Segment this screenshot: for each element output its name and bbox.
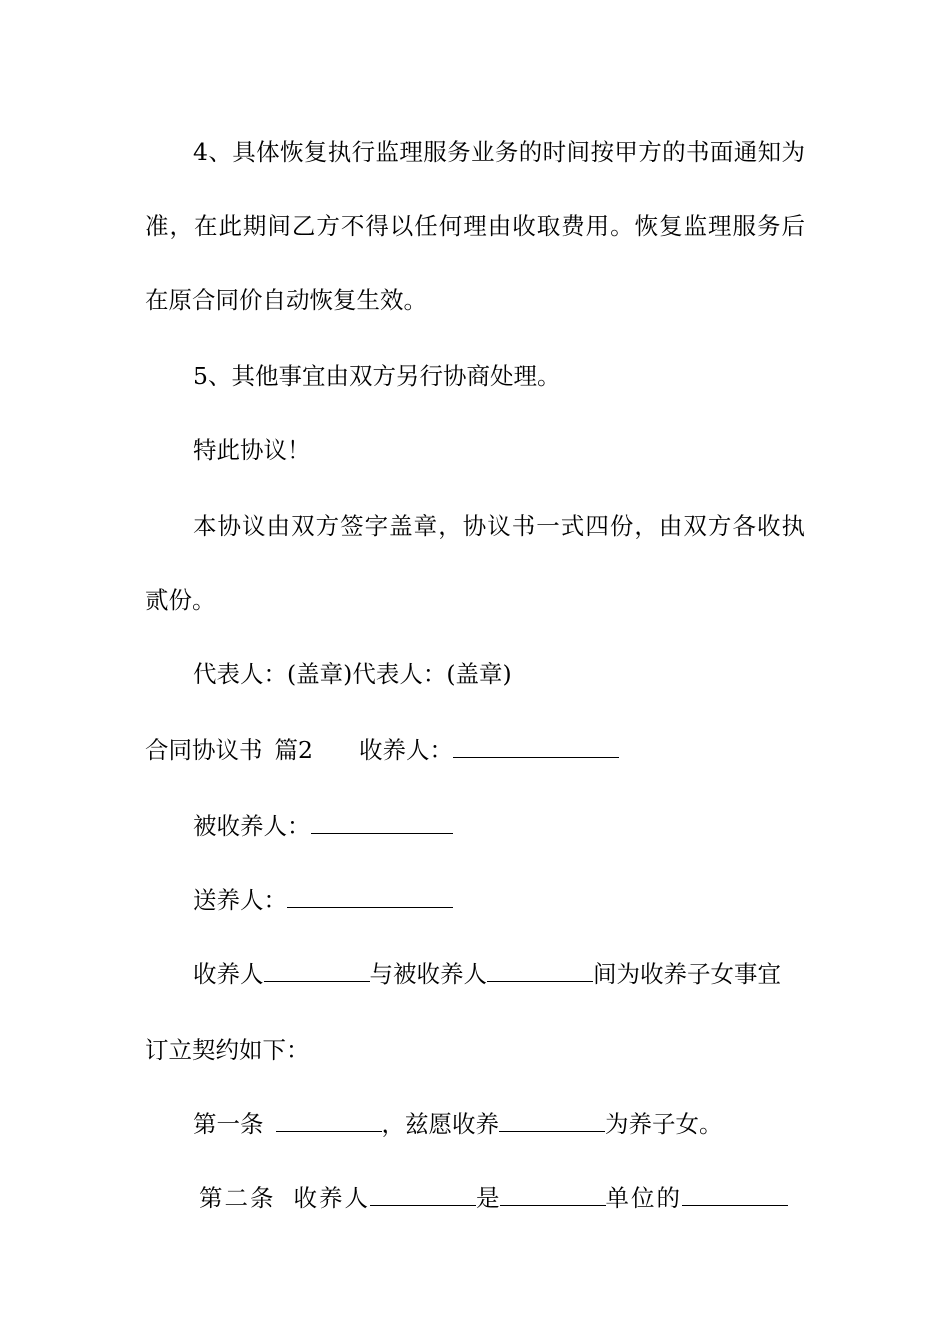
article-1-blank-1 bbox=[276, 1111, 382, 1132]
article-2 bbox=[199, 1183, 788, 1213]
paragraph-copies-line-1: 本协议由双方签字盖章，协议书一式四份，由双方各收执 bbox=[193, 512, 805, 540]
paragraph-5: 5、其他事宜由双方另行协商处理。 bbox=[193, 362, 561, 390]
section-number: 篇2 bbox=[274, 736, 313, 764]
article-1-text-1: ，兹愿收养 bbox=[381, 1110, 499, 1138]
text-and-adoptee: 与被收养人 bbox=[369, 960, 487, 988]
adoptee-line bbox=[193, 811, 453, 841]
article-1-label: 第一条 bbox=[193, 1110, 264, 1138]
article-2-text-2: 是 bbox=[476, 1184, 500, 1212]
paragraph-contract-line-2: 订立契约如下： bbox=[145, 1036, 310, 1064]
paragraph-4-line-1: 4、具体恢复执行监理服务业务的时间按甲方的书面通知为 bbox=[193, 138, 805, 166]
adoptee-blank bbox=[311, 813, 453, 834]
article-2-label: 第二条 bbox=[199, 1184, 276, 1212]
adopter-blank bbox=[453, 737, 619, 758]
paragraph-4-line-2: 准，在此期间乙方不得以任何理由收取费用。恢复监理服务后 bbox=[145, 212, 805, 240]
sender-line bbox=[193, 885, 453, 915]
paragraph-copies-line-2: 贰份。 bbox=[145, 586, 216, 614]
section-heading bbox=[145, 735, 619, 765]
adopter-label: 收养人： bbox=[358, 736, 453, 764]
sender-label: 送养人： bbox=[193, 886, 287, 914]
article-2-text-3: 单位的 bbox=[605, 1184, 682, 1212]
text-adoption-matter: 间为收养子女事宜 bbox=[593, 960, 781, 988]
sender-blank bbox=[287, 887, 453, 908]
agreement-statement: 特此协议！ bbox=[193, 436, 311, 464]
paragraph-4-line-3: 在原合同价自动恢复生效。 bbox=[145, 286, 427, 314]
paragraph-contract-line-1 bbox=[193, 959, 781, 989]
article-2-blank-1 bbox=[370, 1185, 476, 1206]
document-title: 合同协议书 bbox=[145, 736, 263, 764]
article-2-blank-3 bbox=[682, 1185, 788, 1206]
text-adopter: 收养人 bbox=[193, 960, 264, 988]
signature-line: 代表人：(盖章)代表人：(盖章) bbox=[193, 660, 512, 688]
article-1-blank-2 bbox=[499, 1111, 605, 1132]
article-1-text-2: 为养子女。 bbox=[605, 1110, 723, 1138]
article-1 bbox=[193, 1109, 723, 1139]
adoptee-name-blank bbox=[487, 961, 593, 982]
article-2-text-1: 收养人 bbox=[293, 1184, 370, 1212]
article-2-blank-2 bbox=[500, 1185, 606, 1206]
adoptee-label: 被收养人： bbox=[193, 812, 311, 840]
adopter-name-blank bbox=[264, 961, 370, 982]
